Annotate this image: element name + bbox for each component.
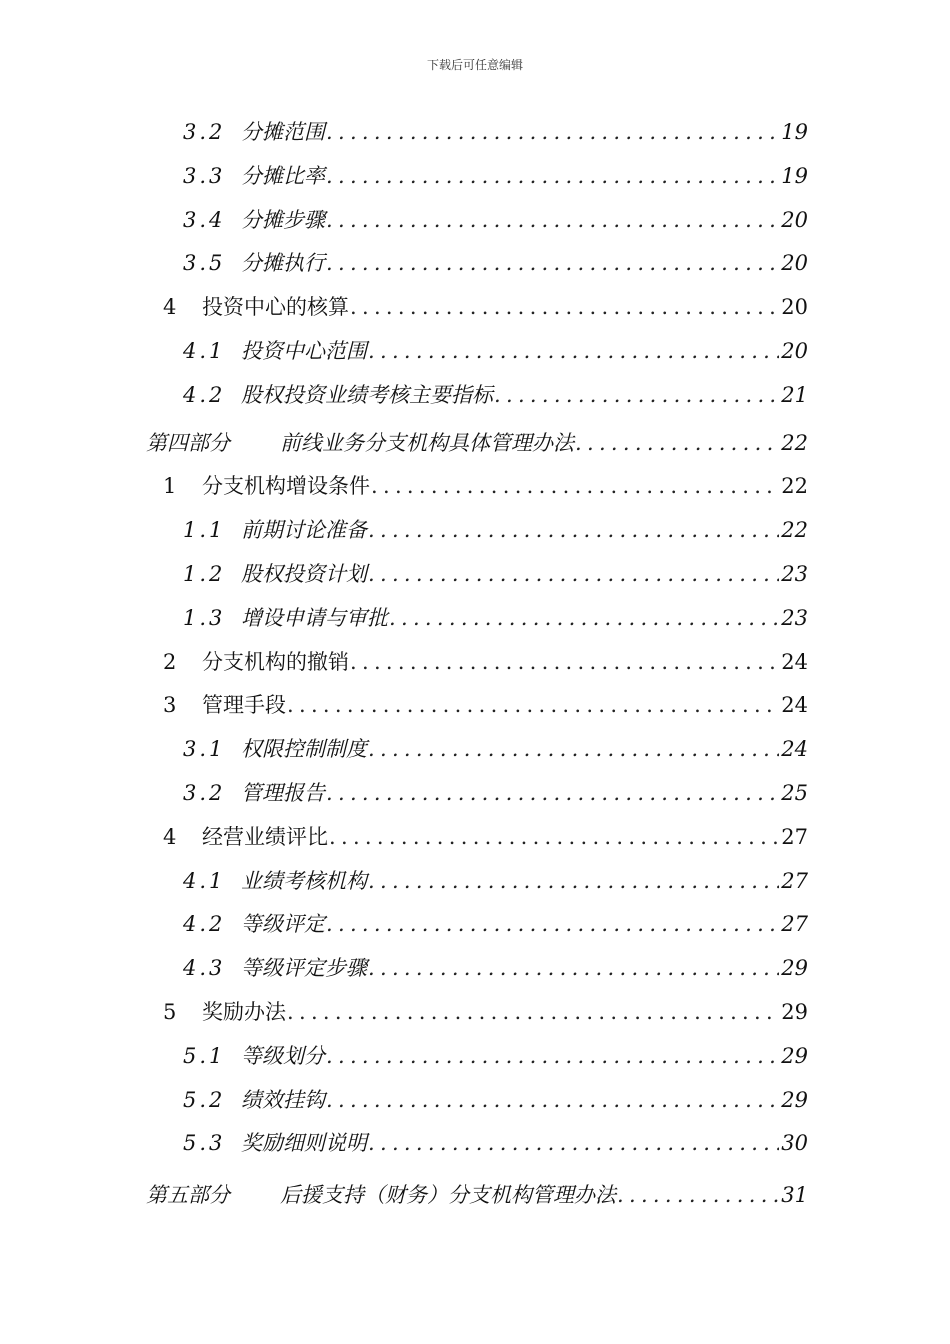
- toc-entry-title: 管理报告: [241, 781, 325, 805]
- toc-dot-leader: [325, 1042, 779, 1070]
- toc-entry-page-number: 20: [781, 207, 808, 232]
- toc-entry-page-number: 24: [781, 693, 808, 718]
- toc-dot-leader: [349, 293, 779, 321]
- toc-entry[interactable]: [146, 1177, 808, 1209]
- toc-dot-leader: [493, 381, 779, 409]
- toc-dot-leader: [367, 560, 779, 588]
- toc-dot-leader: [325, 162, 779, 190]
- toc-dot-leader: [574, 429, 779, 457]
- toc-dot-leader: [616, 1181, 779, 1209]
- toc-entry-title: 分摊步骤: [241, 207, 325, 232]
- toc-entry[interactable]: [183, 556, 808, 588]
- toc-entry-page-number: 24: [781, 737, 808, 762]
- toc-entry-page-number: 20: [781, 295, 808, 320]
- toc-entry[interactable]: [183, 1038, 808, 1070]
- toc-entry-title: 绩效挂钩: [241, 1087, 325, 1112]
- toc-entry-title: 等级评定步骤: [241, 956, 367, 981]
- toc-entry-page-number: 31: [781, 1183, 808, 1208]
- toc-entry-number: 2: [163, 649, 177, 674]
- toc-entry[interactable]: [163, 819, 808, 851]
- toc-entry-number: 第五部分: [146, 1183, 230, 1208]
- toc-dot-leader: [367, 516, 779, 544]
- toc-dot-leader: [367, 337, 779, 365]
- toc-dot-leader: [328, 823, 779, 851]
- toc-entry-title: 经营业绩评比: [202, 824, 328, 849]
- toc-entry[interactable]: [163, 994, 808, 1026]
- toc-entry-page-number: 27: [781, 824, 808, 849]
- toc-entry-number: 1: [163, 474, 177, 499]
- toc-entry-title: 前期讨论准备: [241, 518, 367, 543]
- toc-entry[interactable]: [183, 600, 808, 632]
- toc-dot-leader: [286, 691, 779, 719]
- toc-dot-leader: [325, 910, 779, 938]
- toc-entry-page-number: 19: [781, 120, 808, 144]
- toc-dot-leader: [367, 1129, 779, 1157]
- toc-entry-page-number: 24: [781, 649, 808, 674]
- toc-entry-title: 等级划分: [241, 1043, 325, 1068]
- toc-entry-title: 后援支持（财务）分支机构管理办法: [280, 1183, 616, 1208]
- toc-entry-page-number: 29: [781, 1000, 808, 1024]
- toc-entry-number: 4.2: [183, 912, 226, 937]
- toc-entry[interactable]: [183, 158, 808, 190]
- toc-entry-number: 3.5: [183, 251, 226, 276]
- toc-entry-page-number: 23: [781, 605, 808, 630]
- toc-entry[interactable]: [163, 644, 808, 676]
- toc-entry[interactable]: [183, 775, 808, 807]
- toc-dot-leader: [367, 867, 779, 895]
- toc-entry-page-number: 30: [781, 1131, 808, 1156]
- toc-entry-page-number: 22: [781, 518, 808, 543]
- toc-entry-title: 增设申请与审批: [241, 605, 388, 630]
- toc-entry-title: 分支机构增设条件: [202, 474, 370, 499]
- toc-entry-number: 3.4: [183, 207, 226, 232]
- toc-entry[interactable]: [183, 245, 808, 277]
- toc-entry-title: 管理手段: [202, 693, 286, 718]
- toc-dot-leader: [286, 998, 779, 1026]
- toc-entry-page-number: 27: [781, 868, 808, 893]
- toc-dot-leader: [349, 648, 779, 676]
- toc-entry[interactable]: [163, 687, 808, 719]
- toc-entry[interactable]: [183, 863, 808, 895]
- toc-entry-page-number: 22: [781, 474, 808, 499]
- toc-entry-title: 投资中心的核算: [202, 295, 349, 320]
- toc-entry-number: 1.1: [183, 518, 226, 543]
- toc-entry[interactable]: [163, 468, 808, 500]
- toc-entry-number: 3.2: [183, 781, 226, 805]
- toc-entry[interactable]: [183, 950, 808, 982]
- toc-entry[interactable]: [183, 1125, 808, 1157]
- toc-entry-page-number: 29: [781, 956, 808, 981]
- toc-dot-leader: [325, 118, 779, 146]
- toc-entry-title: 分支机构的撤销: [202, 649, 349, 674]
- toc-dot-leader: [370, 472, 779, 500]
- toc-entry[interactable]: [183, 202, 808, 234]
- toc-dot-leader: [367, 954, 779, 982]
- toc-entry-number: 3.3: [183, 163, 226, 188]
- toc-entry-number: 3.1: [183, 737, 226, 762]
- toc-entry-title: 投资中心范围: [241, 339, 367, 363]
- toc-entry-number: 5.1: [183, 1043, 226, 1068]
- toc-entry[interactable]: [146, 425, 808, 457]
- toc-entry-number: 4.3: [183, 956, 226, 981]
- toc-entry-title: 前线业务分支机构具体管理办法: [280, 430, 574, 455]
- toc-entry-page-number: 23: [781, 562, 808, 586]
- toc-entry[interactable]: [183, 1082, 808, 1114]
- toc-entry[interactable]: [183, 512, 808, 544]
- toc-entry-number: 4.1: [183, 868, 226, 893]
- toc-entry-number: 4: [163, 295, 177, 320]
- toc-entry-page-number: 22: [781, 430, 808, 455]
- toc-entry-title: 权限控制制度: [241, 737, 367, 762]
- toc-entry-page-number: 29: [781, 1043, 808, 1068]
- toc-dot-leader: [325, 249, 779, 277]
- toc-entry-title: 奖励细则说明: [241, 1131, 367, 1156]
- toc-entry[interactable]: [183, 731, 808, 763]
- toc-entry[interactable]: [183, 333, 808, 365]
- toc-entry-page-number: 21: [781, 382, 808, 407]
- toc-dot-leader: [325, 1086, 779, 1114]
- toc-entry-title: 股权投资计划: [241, 562, 367, 586]
- toc-entry-number: 3: [163, 693, 177, 718]
- toc-entry-page-number: 19: [781, 163, 808, 188]
- toc-entry-page-number: 25: [781, 781, 808, 805]
- toc-entry-number: 4.2: [183, 382, 226, 407]
- toc-dot-leader: [367, 735, 779, 763]
- toc-entry-title: 分摊比率: [241, 163, 325, 188]
- toc-entry[interactable]: [163, 289, 808, 321]
- toc-dot-leader: [325, 206, 779, 234]
- toc-dot-leader: [388, 604, 779, 632]
- toc-entry-title: 业绩考核机构: [241, 868, 367, 893]
- toc-entry[interactable]: [183, 906, 808, 938]
- toc-entry-page-number: 27: [781, 912, 808, 937]
- toc-entry-number: 1.2: [183, 562, 226, 586]
- toc-dot-leader: [325, 779, 779, 807]
- toc-entry-page-number: 20: [781, 251, 808, 276]
- page-header: 下载后可任意编辑: [426, 58, 523, 72]
- toc-entry-title: 等级评定: [241, 912, 325, 937]
- toc-entry[interactable]: [183, 114, 808, 146]
- toc-entry-number: 5.3: [183, 1131, 226, 1156]
- toc-entry-page-number: 29: [781, 1087, 808, 1112]
- toc-entry-number: 1.3: [183, 605, 226, 630]
- toc-entry-number: 4.1: [183, 339, 226, 363]
- toc-entry-title: 分摊范围: [241, 120, 325, 144]
- toc-entry-number: 第四部分: [146, 430, 230, 455]
- toc-entry-page-number: 20: [781, 339, 808, 363]
- toc-entry[interactable]: [183, 377, 808, 409]
- toc-entry-number: 5: [163, 1000, 177, 1024]
- toc-entry-number: 4: [163, 824, 177, 849]
- toc-entry-title: 奖励办法: [202, 1000, 286, 1024]
- toc-entry-title: 分摊执行: [241, 251, 325, 276]
- toc-entry-title: 股权投资业绩考核主要指标: [241, 382, 493, 407]
- toc-entry-number: 5.2: [183, 1087, 226, 1112]
- toc-entry-number: 3.2: [183, 120, 226, 144]
